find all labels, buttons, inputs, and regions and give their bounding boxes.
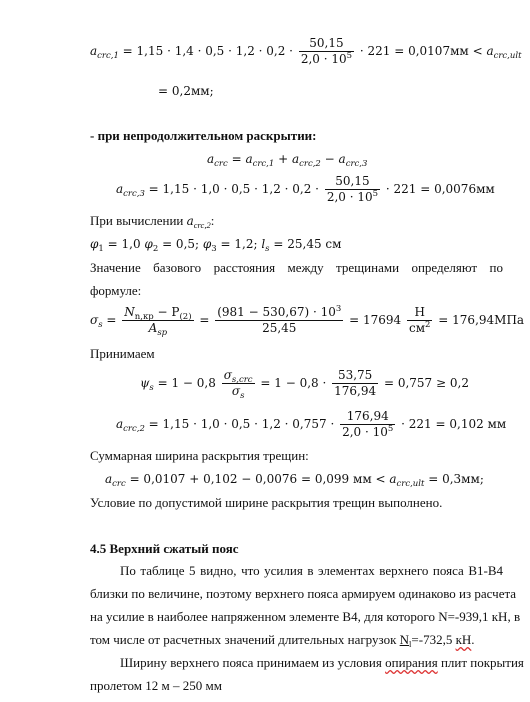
psi-t2: = 1 − 0,8 · xyxy=(260,376,327,390)
eq5-rhs-sub: crc,ult xyxy=(396,479,425,489)
psi-f2-den: 176,94 xyxy=(334,384,377,398)
sigma-fraction-symbolic xyxy=(122,305,193,336)
eq3-lhs: a xyxy=(116,182,124,196)
eq1-lhs-sub: crc,1 xyxy=(97,51,119,61)
eq2-s7: crc,3 xyxy=(345,159,368,169)
eq1-mid2: · 221 = 0,0107мм < xyxy=(359,44,487,58)
eq5-lhs: a xyxy=(105,472,113,486)
eq2-t4: + xyxy=(274,152,292,166)
sigma-num-b: − P xyxy=(153,305,180,319)
psi-t1: = 1 − 0,8 xyxy=(153,376,216,390)
eq1-den: 2,0 · 10 xyxy=(300,52,347,66)
psi-lhs-sub: s xyxy=(149,383,154,393)
phi1-sub: 1 xyxy=(98,244,104,254)
calc-colon: : xyxy=(210,213,215,228)
eq3-mid1: = 1,15 · 1,0 · 0,5 · 1,2 · 0,2 · xyxy=(144,182,319,196)
equation-acrc1 xyxy=(90,36,522,67)
phi2-sub: 2 xyxy=(152,244,159,254)
eq2-t2: = xyxy=(227,152,246,166)
psi-f2-num: 53,75 xyxy=(332,368,378,384)
equation-sigma xyxy=(90,305,524,336)
para-line4-c: =-732,5 xyxy=(411,632,456,647)
calc-label-text: При вычислении xyxy=(90,213,187,228)
ls-value: = 25,45 см xyxy=(269,237,342,251)
sigma-unit-fraction xyxy=(407,305,432,336)
phi2: φ xyxy=(144,237,153,251)
section-heading: 4.5 Верхний сжатый пояс xyxy=(90,541,239,556)
equation-acrc-sum xyxy=(105,471,484,487)
para-line1: По таблице 5 видно, что усилия в элементах верхнего пояса В1-В4 xyxy=(120,563,503,578)
eq5-rhs: a xyxy=(389,472,397,486)
sigma-unit-exp: 2 xyxy=(425,320,431,330)
eq4-num: 176,94 xyxy=(340,409,395,425)
para-line4-unit: кН xyxy=(455,632,472,647)
eq2-s3: crc,1 xyxy=(252,159,275,169)
equation-acrc2 xyxy=(116,409,506,440)
eq1-den-exp: 5 xyxy=(346,51,353,61)
para-line4-n: N xyxy=(399,632,410,647)
eq4-lhs-sub: crc,2 xyxy=(123,424,145,434)
sigma-unit-num: Н xyxy=(407,305,432,321)
psi-fraction-numeric xyxy=(332,368,378,399)
eq1-mid1: = 1,15 · 1,4 · 0,5 · 1,2 · 0,2 · xyxy=(118,44,293,58)
sigma-num-a: N xyxy=(124,305,135,319)
equation-acrc1-continuation: = 0,2мм; xyxy=(158,84,214,98)
eq1-rhs-sub: crc,ult xyxy=(493,51,522,61)
para-line5-a: Ширину верхнего пояса принимаем из условия xyxy=(120,655,386,670)
para-line5 xyxy=(120,655,524,671)
psi-t3: = 0,757 ≥ 0,2 xyxy=(383,376,469,390)
eq4-lhs: a xyxy=(116,417,124,431)
eq3-fraction xyxy=(325,174,380,205)
sigma-fraction-numeric xyxy=(215,305,343,336)
short-opening-heading: - при непродолжительном раскрытии: xyxy=(90,128,317,143)
ls: l xyxy=(261,237,266,251)
para-line4-a: том числе от расчетных значений длительных нагрузок xyxy=(90,632,400,647)
para-line6: пролетом 12 м – 250 мм xyxy=(90,678,222,693)
calc-var: a xyxy=(186,214,194,228)
eq2-t1: a xyxy=(207,152,215,166)
eq5-lhs-sub: crc xyxy=(112,479,126,489)
eq4-mid2: · 221 = 0,102 мм xyxy=(401,417,507,431)
equation-acrc-total xyxy=(207,151,367,167)
phi1: φ xyxy=(90,237,99,251)
para-line3: на усилие в наиболее напряженном элементе В4, для которого N=-939,1 кН, в xyxy=(90,609,521,624)
psi-f1-den: σ xyxy=(231,384,241,398)
eq2-s5: crc,2 xyxy=(299,159,321,169)
sigma-num2-exp: 3 xyxy=(335,304,342,314)
para-line4-n-sub: l xyxy=(409,639,412,649)
sigma-lhs-sub: s xyxy=(98,320,103,330)
phi2-value: = 0,5; xyxy=(158,237,203,251)
eq5-end: = 0,3мм; xyxy=(424,472,484,486)
eq1-rhs: a xyxy=(486,44,494,58)
phi1-value: = 1,0 xyxy=(103,237,145,251)
eq1-lhs: a xyxy=(90,44,98,58)
eq2-t6: − xyxy=(320,152,339,166)
phi3-sub: 3 xyxy=(211,244,217,254)
eq1-num: 50,15 xyxy=(299,36,354,52)
psi-f1-num: σ xyxy=(223,368,232,382)
eq2-t3: a xyxy=(245,152,253,166)
para-line5-b: опирания xyxy=(385,655,438,670)
sigma-num2: (981 − 530,67) · 10 xyxy=(217,305,336,319)
eq3-num: 50,15 xyxy=(325,174,380,190)
psi-f1-num-sub: s,crc xyxy=(231,375,253,385)
sigma-den-sub: sp xyxy=(157,328,168,338)
eq4-mid1: = 1,15 · 1,0 · 0,5 · 1,2 · 0,757 · xyxy=(144,417,335,431)
eq1-fraction xyxy=(299,36,354,67)
equation-psi xyxy=(140,368,469,399)
eq4-fraction xyxy=(340,409,395,440)
para-line4 xyxy=(90,632,475,648)
sum-label: Суммарная ширина раскрытия трещин: xyxy=(90,448,309,463)
coefficients-line xyxy=(90,236,341,252)
eq2-s1: crc xyxy=(214,159,228,169)
para-line2: близки по величине, поэтому верхнего пояса армируем одинаково из расчета xyxy=(90,586,517,601)
sigma-num-a-sub: n,кр xyxy=(134,312,154,322)
calculation-label xyxy=(90,213,214,229)
eq3-den-exp: 5 xyxy=(372,189,379,199)
base-distance-text-line1: Значение базового расстояния между трещинами определяют по xyxy=(90,260,503,275)
sigma-result2: = 176,94МПа xyxy=(438,313,525,327)
sigma-unit-den: см xyxy=(408,321,426,335)
para-line5-c: плит покрытия xyxy=(437,655,524,670)
sigma-den2: 25,45 xyxy=(262,321,297,335)
phi3: φ xyxy=(202,237,212,251)
psi-lhs: ψ xyxy=(140,376,150,390)
eq2-t7: a xyxy=(338,152,346,166)
ls-sub: s xyxy=(265,244,270,254)
accept-label: Принимаем xyxy=(90,346,155,361)
eq4-den: 2,0 · 10 xyxy=(342,425,388,439)
base-distance-text-line2: формуле: xyxy=(90,283,142,298)
condition-text: Условие по допустимой ширине раскрытия трещин выполнено. xyxy=(90,495,443,510)
psi-f1-den-sub: s xyxy=(240,391,245,401)
eq3-lhs-sub: crc,3 xyxy=(123,189,145,199)
sigma-eq: = xyxy=(102,313,121,327)
sigma-lhs: σ xyxy=(90,313,99,327)
sigma-num-b-sub: (2) xyxy=(179,312,192,322)
para-line4-nl xyxy=(400,632,412,647)
psi-fraction-symbolic xyxy=(222,368,255,399)
equation-acrc3 xyxy=(116,174,495,205)
eq2-t5: a xyxy=(291,152,300,166)
eq4-den-exp: 5 xyxy=(387,424,394,434)
sigma-den: A xyxy=(148,321,158,335)
para-line4-end: . xyxy=(471,632,475,647)
sigma-eq2: = xyxy=(199,313,214,327)
calc-var-sub: crc,2 xyxy=(193,220,211,230)
phi3-value: = 1,2; xyxy=(216,237,262,251)
eq5-mid: = 0,0107 + 0,102 − 0,0076 = 0,099 мм < xyxy=(125,472,390,486)
eq3-mid2: · 221 = 0,0076мм xyxy=(385,182,495,196)
eq3-den: 2,0 · 10 xyxy=(326,190,373,204)
sigma-result: = 17694 xyxy=(349,313,405,327)
